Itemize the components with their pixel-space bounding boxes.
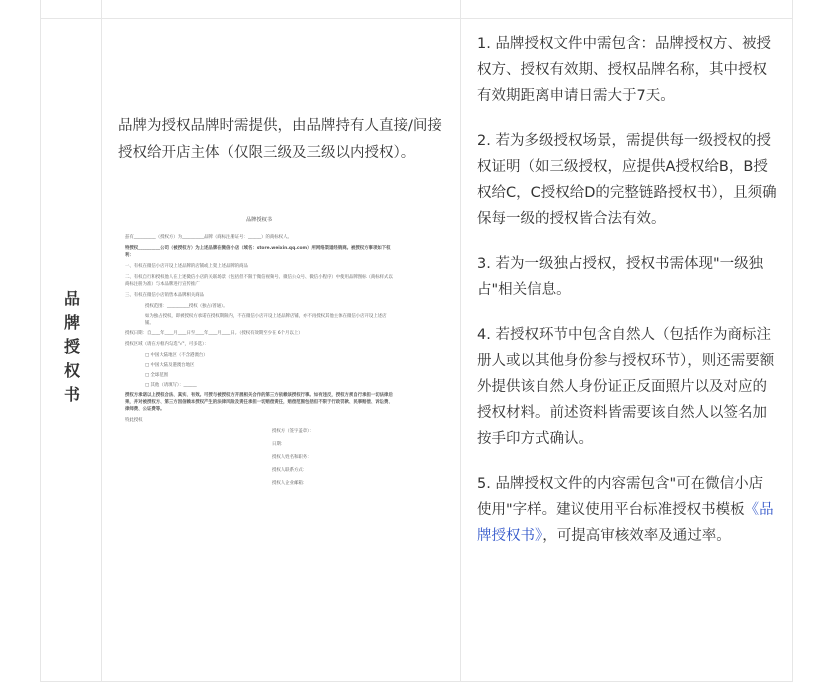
document-region-title: 授权区域（请在方框内勾选"√"，可多选）： (125, 342, 209, 347)
category-cell (41, 19, 101, 681)
document-item: 二、有权自行和授权他人在上述微信小店的关联场景（包括但不限于微信视频号、微信公众号、微信小程序）中使用品牌图标（商标样式以商标注册为准）与本品牌进行宣传推广 (125, 275, 393, 287)
document-intro: 兹有__________（授权方）为__________品牌（商标注册证号：______）的商标权人。 (125, 235, 292, 240)
category-label: 品牌授权书 (61, 290, 81, 410)
note-text: ，可提高审核效率及通过率。 (542, 528, 731, 544)
document-signature-line: 授权人姓名和职务： (272, 455, 312, 460)
document-exclusive: 如为独占授权，即被授权方承诺在授权期限内，不在微信小店开设上述品牌店铺，亦不再授权其他主体在微信小店开设上述店铺。 (145, 314, 387, 326)
document-scope: 授权范围：__________授权（独占/普通）。 (145, 304, 228, 309)
document-signature-line: 授权人企业邮箱： (272, 481, 308, 486)
document-region-option: □ 中国大陆及港澳台地区 (145, 363, 195, 368)
note-item: 1. 品牌授权文件中需包含：品牌授权方、被授权方、授权有效期、授权品牌名称，其中授权有效期距离申请日需大于7天。 (477, 36, 771, 104)
note-text: 5. 品牌授权文件的内容需包含"可在微信小店使用"字样。建议使用平台标准授权书模板 (477, 476, 764, 518)
requirement-notes (477, 31, 777, 568)
document-signature-line: 授权方（签字盖章）： (272, 429, 314, 434)
column-divider (460, 0, 461, 681)
requirements-table (40, 0, 793, 682)
document-hereby: 特此授权 (125, 418, 143, 423)
document-grant: 特授权__________公司（被授权方）为上述品牌在微信小店（域名：store.weixin.qq.com）所网络渠道经销商。被授权方事项如下权利： (125, 246, 391, 258)
description-text: 品牌为授权品牌时需提供，由品牌持有人直接/间接授权给开店主体（仅限三级及三级以内授权）。 (118, 118, 442, 161)
document-region-option: □ 全球范围 (145, 373, 169, 378)
document-signature-line: 日期： (272, 442, 286, 447)
document-title: 品牌授权书 (246, 217, 272, 223)
document-period: 授权日期：自____年____月____日至____年____月____日。（授权有效期至少在 6个月以上） (125, 331, 303, 336)
brand-authorization-template-link[interactable]: 《品牌授权书》 (477, 502, 774, 544)
note-item: 4. 若授权环节中包含自然人（包括作为商标注册人或以其他身份参与授权环节），则还需要额外提供该自然人身份证正反面照片以及对应的授权材料。前述资料皆需要该自然人以签名加按手印方式确认。 (477, 327, 775, 447)
document-item: 三、有权在微信小店销售本品牌相关商品 (125, 293, 205, 298)
document-signature-line: 授权人联系方式： (272, 468, 308, 473)
note-item (477, 471, 777, 549)
document-region-option: □ 中国大陆地区（不含港澳台） (145, 353, 208, 358)
note-item: 3. 若为一级独占授权，授权书需体现"一级独占"相关信息。 (477, 256, 764, 298)
row-divider (41, 18, 792, 19)
note-item: 2. 若为多级授权场景，需提供每一级授权的授权证明（如三级授权，应提供A授权给B，B授权给C，C授权给D的完整链路授权书），且须确保每一级的授权皆合法有效。 (477, 133, 777, 227)
column-divider (101, 0, 102, 681)
document-region-option: □ 其他（请填写）：______ (145, 383, 197, 388)
sample-authorization-document (125, 217, 393, 563)
document-commitment: 授权方承诺以上授权合法、真实、有效。可授与被授权方开展相关合作的第三方依赖该授权行事。如有违反，授权方须自行承担一切法律后果，并对被授权方、第三方因信赖本授权产生的法律风险及责任承担一切赔偿责任，赔偿范围包括但不限于行政罚款、民事赔偿、诉讼费、律师费、公证费等。 (125, 393, 393, 412)
document-item: 一、有权在微信小店开设上述品牌的店铺或上架上述品牌的商品 (125, 264, 248, 269)
